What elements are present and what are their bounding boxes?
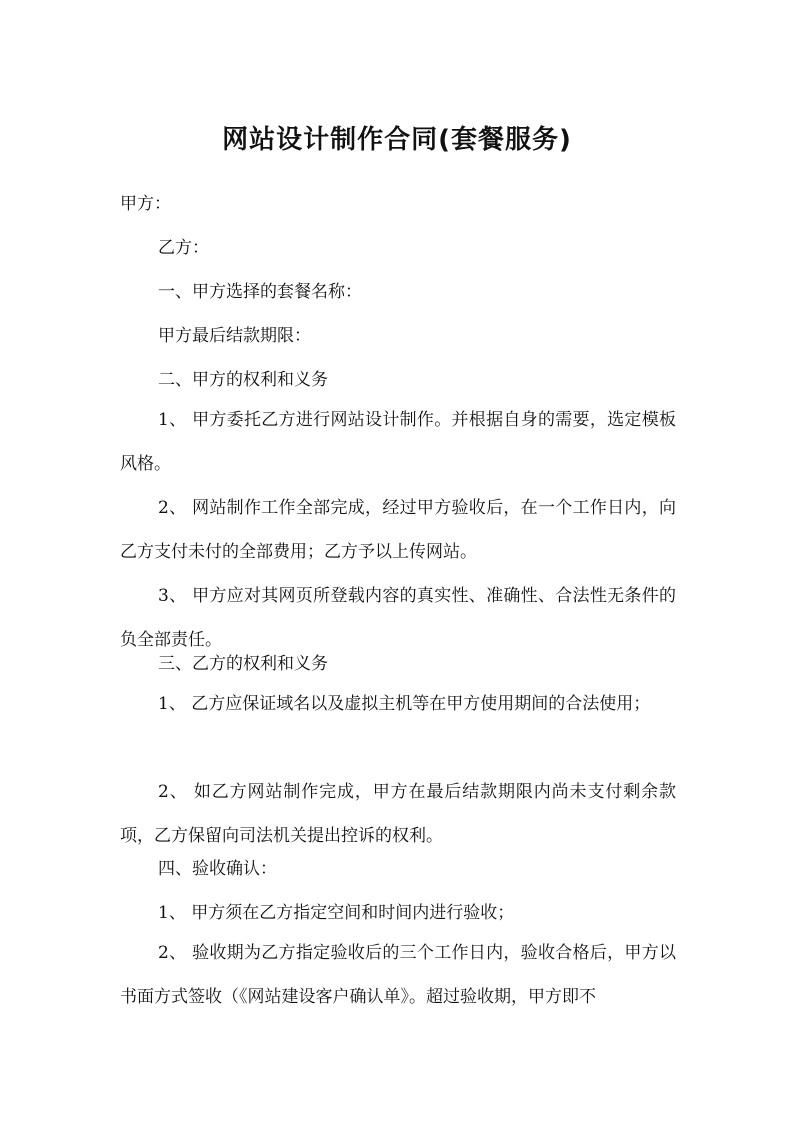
section-1-heading: 一、甲方选择的套餐名称： [158, 282, 362, 302]
section-2-item-2: 2、 网站制作工作全部完成，经过甲方验收后，在一个工作日内，向乙方支付未付的全部费用；乙方予以上传网站。 [120, 498, 676, 562]
section-4-item-2: 2、 验收期为乙方指定验收后的三个工作日内，验收合格后，甲方以书面方式签收（《网站建设客户确认单》。超过验收期，甲方即不 [120, 943, 676, 1007]
party-b-line: 乙方： [158, 238, 209, 258]
deadline-line: 甲方最后结款期限： [158, 326, 311, 346]
section-2-item-1: 1、 甲方委托乙方进行网站设计制作。并根据自身的需要，选定模板风格。 [120, 410, 676, 474]
section-3-item-2: 2、 如乙方网站制作完成，甲方在最后结款期限内尚未支付剩余款项，乙方保留向司法机关提出控诉的权利。 [120, 782, 676, 846]
section-3-heading: 三、乙方的权利和义务 [158, 654, 328, 674]
section-2-item-3: 3、 甲方应对其网页所登载内容的真实性、准确性、合法性无条件的负全部责任。 [120, 586, 676, 650]
section-2-heading: 二、甲方的权利和义务 [158, 370, 328, 390]
document-title: 网站设计制作合同(套餐服务) [222, 125, 572, 155]
section-3-item-1: 1、 乙方应保证域名以及虚拟主机等在甲方使用期间的合法使用； [158, 694, 651, 714]
section-4-heading: 四、验收确认： [158, 859, 277, 879]
party-a-line: 甲方： [120, 194, 171, 214]
section-4-item-1: 1、 甲方须在乙方指定空间和时间内进行验收； [158, 903, 515, 923]
